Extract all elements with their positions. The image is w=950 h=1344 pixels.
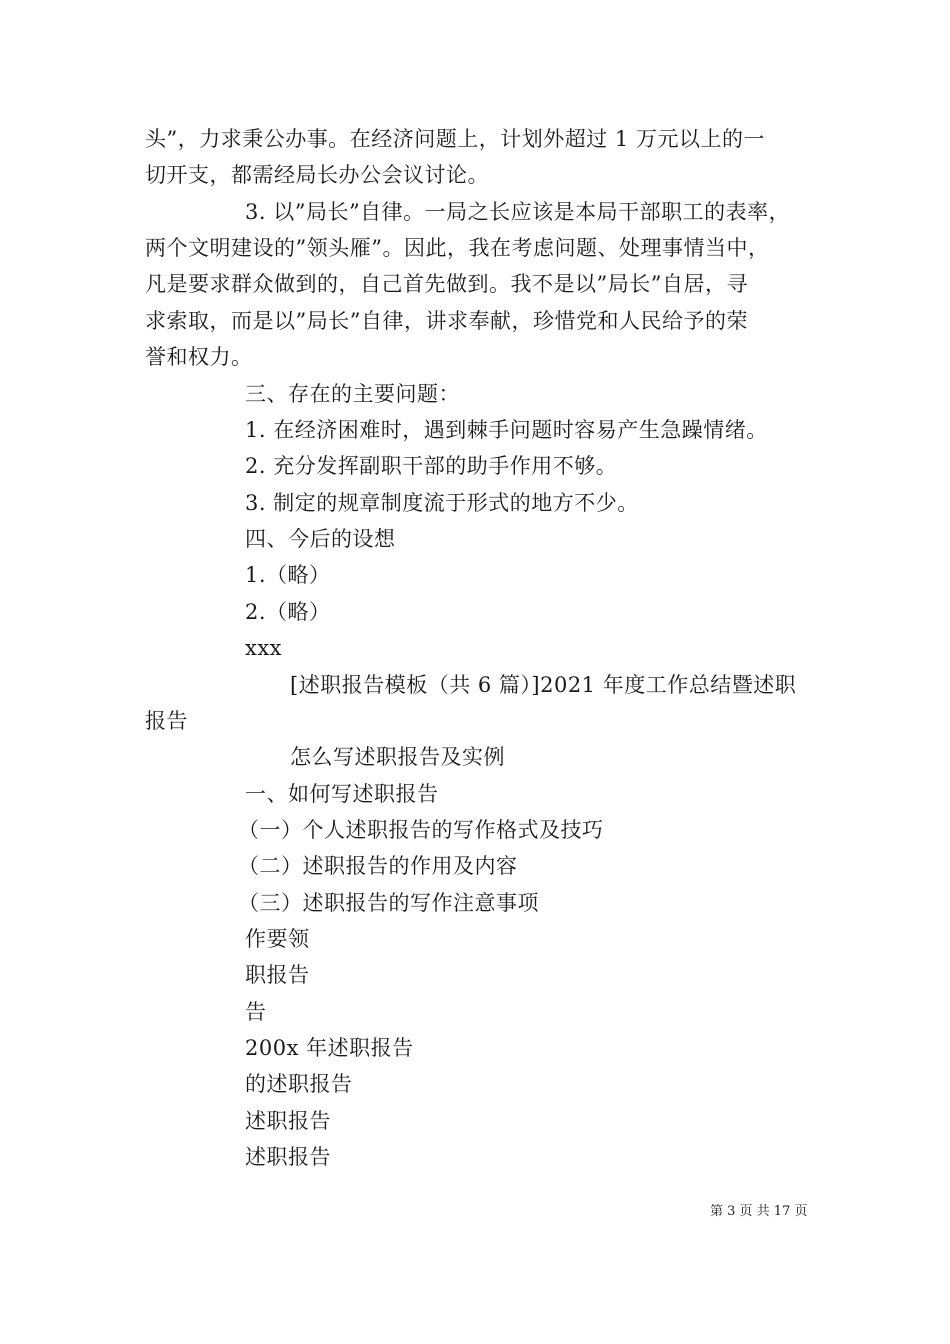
signature: xxx: [245, 636, 283, 660]
article-title: [述职报告模板（共 6 篇）]2021 年度工作总结暨述职: [290, 673, 797, 697]
paragraph-line: 切开支，都需经局长办公会议讨论。: [145, 163, 489, 187]
toc-item: （一）个人述职报告的写作格式及技巧: [238, 818, 604, 842]
fragment-line: 的述职报告: [245, 1072, 353, 1096]
article-title: 报告: [145, 709, 188, 733]
fragment-line: 作要领: [245, 927, 310, 951]
page-number: 第 3 页 共 17 页: [710, 1204, 808, 1219]
paragraph-line: 求索取，而是以”局长”自律，讲求奉献，珍惜党和人民给予的荣: [145, 309, 748, 333]
section-heading: 三、存在的主要问题：: [245, 382, 460, 406]
list-item: 2.（略）: [245, 600, 331, 624]
fragment-line: 职报告: [245, 963, 310, 987]
subtitle: 怎么写述职报告及实例: [290, 745, 505, 769]
toc-item: （三）述职报告的写作注意事项: [238, 891, 539, 915]
list-item: 1. 在经济困难时，遇到棘手问题时容易产生急躁情绪。: [245, 418, 768, 442]
paragraph-line: 凡是要求群众做到的，自己首先做到。我不是以”局长”自居，寻: [145, 272, 748, 296]
section-heading: 一、如何写述职报告: [245, 782, 439, 806]
list-item: 1.（略）: [245, 563, 331, 587]
fragment-line: 告: [245, 1000, 267, 1024]
toc-item: （二）述职报告的作用及内容: [238, 854, 518, 878]
paragraph-line: 两个文明建设的”领头雁”。因此，我在考虑问题、处理事情当中，: [145, 236, 770, 260]
fragment-line: 200x 年述职报告: [245, 1036, 414, 1060]
paragraph-line: 3. 以”局长”自律。一局之长应该是本局干部职工的表率，: [245, 200, 791, 224]
paragraph-line: 头”，力求秉公办事。在经济问题上，计划外超过 1 万元以上的一: [145, 127, 765, 151]
fragment-line: 述职报告: [245, 1109, 331, 1133]
list-item: 3. 制定的规章制度流于形式的地方不少。: [245, 491, 639, 515]
paragraph-line: 誉和权力。: [145, 345, 253, 369]
section-heading: 四、今后的设想: [245, 527, 396, 551]
fragment-line: 述职报告: [245, 1145, 331, 1169]
list-item: 2. 充分发挥副职干部的助手作用不够。: [245, 454, 618, 478]
